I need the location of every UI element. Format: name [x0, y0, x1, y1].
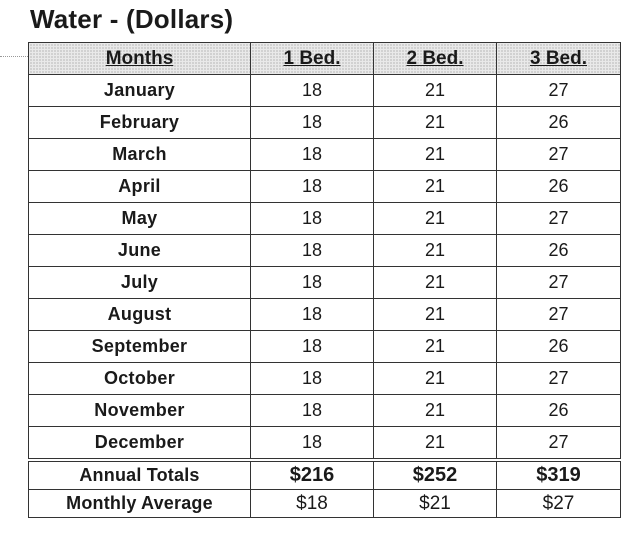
annual-total-1-bed: $216	[251, 460, 374, 490]
bed2-cell: 21	[374, 235, 497, 267]
bed2-cell: 21	[374, 171, 497, 203]
table-row	[29, 331, 621, 363]
month-cell: September	[29, 331, 251, 363]
table-row	[29, 363, 621, 395]
bed2-cell: 21	[374, 139, 497, 171]
monthly-average-row	[29, 490, 621, 518]
bed3-cell: 27	[497, 267, 621, 299]
bed3-cell: 26	[497, 107, 621, 139]
table-row	[29, 107, 621, 139]
bed3-cell: 26	[497, 331, 621, 363]
table-row	[29, 299, 621, 331]
bed2-cell: 21	[374, 395, 497, 427]
month-cell: December	[29, 427, 251, 461]
bed1-cell: 18	[251, 427, 374, 461]
bed1-cell: 18	[251, 139, 374, 171]
table-footer	[29, 460, 621, 518]
bed2-cell: 21	[374, 107, 497, 139]
month-cell: October	[29, 363, 251, 395]
bed3-cell: 26	[497, 235, 621, 267]
month-cell: November	[29, 395, 251, 427]
month-cell: August	[29, 299, 251, 331]
bed3-cell: 27	[497, 139, 621, 171]
header-row	[29, 43, 621, 75]
table-row	[29, 203, 621, 235]
month-cell: February	[29, 107, 251, 139]
table-row	[29, 267, 621, 299]
bed1-cell: 18	[251, 107, 374, 139]
bed1-cell: 18	[251, 363, 374, 395]
table-row	[29, 75, 621, 107]
bed3-cell: 27	[497, 363, 621, 395]
bed2-cell: 21	[374, 203, 497, 235]
page-title: Water - (Dollars)	[30, 4, 234, 34]
bed3-cell: 26	[497, 395, 621, 427]
annual-totals-row	[29, 460, 621, 490]
bed1-cell: 18	[251, 267, 374, 299]
scan-dotted-line	[0, 56, 28, 57]
bed1-cell: 18	[251, 75, 374, 107]
bed2-cell: 21	[374, 363, 497, 395]
table-row	[29, 171, 621, 203]
bed1-cell: 18	[251, 395, 374, 427]
annual-total-3-bed: $319	[497, 460, 621, 490]
bed1-cell: 18	[251, 299, 374, 331]
month-cell: June	[29, 235, 251, 267]
bed2-cell: 21	[374, 427, 497, 461]
bed2-cell: 21	[374, 331, 497, 363]
bed3-cell: 27	[497, 203, 621, 235]
annual-totals-label: Annual Totals	[29, 460, 251, 490]
header-1-bed: 1 Bed.	[251, 43, 374, 75]
table-body	[29, 75, 621, 461]
bed2-cell: 21	[374, 299, 497, 331]
water-cost-table	[28, 42, 621, 518]
month-cell: May	[29, 203, 251, 235]
monthly-average-2-bed: $21	[374, 490, 497, 518]
header-months: Months	[29, 43, 251, 75]
table-row	[29, 427, 621, 461]
monthly-average-label: Monthly Average	[29, 490, 251, 518]
month-cell: July	[29, 267, 251, 299]
monthly-average-3-bed: $27	[497, 490, 621, 518]
month-cell: April	[29, 171, 251, 203]
bed3-cell: 26	[497, 171, 621, 203]
header-3-bed: 3 Bed.	[497, 43, 621, 75]
table-header	[29, 43, 621, 75]
monthly-average-1-bed: $18	[251, 490, 374, 518]
bed1-cell: 18	[251, 203, 374, 235]
table-row	[29, 235, 621, 267]
bed2-cell: 21	[374, 75, 497, 107]
month-cell: March	[29, 139, 251, 171]
bed2-cell: 21	[374, 267, 497, 299]
bed3-cell: 27	[497, 75, 621, 107]
bed3-cell: 27	[497, 427, 621, 461]
annual-total-2-bed: $252	[374, 460, 497, 490]
table-row	[29, 395, 621, 427]
bed1-cell: 18	[251, 331, 374, 363]
month-cell: January	[29, 75, 251, 107]
bed1-cell: 18	[251, 235, 374, 267]
bed3-cell: 27	[497, 299, 621, 331]
bed1-cell: 18	[251, 171, 374, 203]
header-2-bed: 2 Bed.	[374, 43, 497, 75]
table-row	[29, 139, 621, 171]
